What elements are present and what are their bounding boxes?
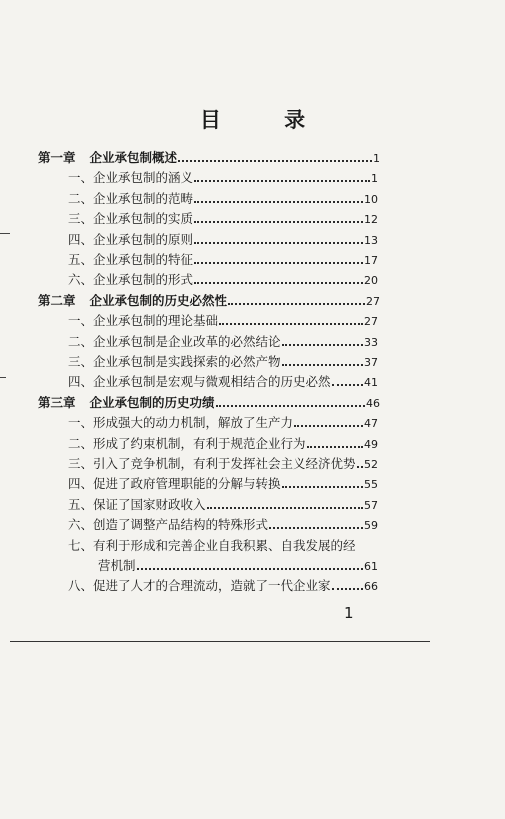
section-number: 二、	[68, 436, 94, 451]
toc-section-row	[68, 536, 378, 556]
section-title: 企业承包制是企业改革的必然结论	[93, 334, 281, 349]
toc-page-number: 61	[364, 560, 378, 573]
dot-leader	[307, 446, 363, 448]
dot-leader	[194, 201, 363, 203]
toc-page-number: 66	[364, 580, 378, 593]
toc-section-row	[68, 576, 378, 596]
toc-page-number: 1	[371, 172, 378, 185]
toc-page-number: 12	[364, 213, 378, 226]
toc-page-number: 10	[364, 193, 378, 206]
section-title: 形成强大的动力机制，解放了生产力	[93, 415, 294, 430]
toc-section-row	[68, 413, 378, 433]
toc-page-number: 47	[364, 417, 378, 430]
section-number: 七、	[68, 538, 94, 553]
section-number: 六、	[68, 272, 94, 287]
dot-leader	[137, 568, 363, 570]
dot-leader	[194, 282, 363, 284]
toc-chapter-row	[38, 291, 380, 311]
toc-page-number: 17	[364, 254, 378, 267]
margin-mark	[0, 377, 6, 378]
section-number: 五、	[68, 252, 94, 267]
dot-leader	[219, 323, 363, 325]
dot-leader	[207, 507, 363, 509]
section-title: 企业承包制的形式	[93, 272, 194, 287]
section-title: 企业承包制的涵义	[93, 170, 194, 185]
section-number: 四、	[68, 232, 94, 247]
dot-leader	[194, 262, 363, 264]
section-title: 企业承包制的实质	[93, 211, 194, 226]
toc-section-row	[68, 189, 378, 209]
section-number: 一、	[68, 170, 94, 185]
section-number: 二、	[68, 191, 94, 206]
toc-title: 目 录	[199, 107, 334, 132]
section-title: 促进了人才的合理流动，造就了一代企业家	[93, 578, 331, 593]
toc-chapter-row	[38, 393, 380, 413]
toc-page-number: 49	[364, 438, 378, 451]
section-title: 企业承包制的范畴	[93, 191, 194, 206]
toc-page-number: 55	[364, 478, 378, 491]
section-title: 促进了政府管理职能的分解与转换	[93, 476, 281, 491]
toc-page-number: 27	[366, 295, 380, 308]
toc-section-row	[68, 332, 378, 352]
section-title: 企业承包制的原则	[93, 232, 194, 247]
dot-leader	[332, 588, 363, 590]
dot-leader	[216, 405, 365, 407]
section-title: 企业承包制的特征	[93, 252, 194, 267]
section-number: 一、	[68, 313, 94, 328]
toc-section-row	[68, 270, 378, 290]
dot-leader	[282, 344, 363, 346]
dot-leader	[357, 466, 363, 468]
dot-leader	[228, 303, 365, 305]
toc-page-number: 1	[373, 152, 380, 165]
section-number: 一、	[68, 415, 94, 430]
toc-section-row	[68, 454, 378, 474]
section-number: 八、	[68, 578, 94, 593]
section-number: 二、	[68, 334, 94, 349]
section-title: 企业承包制是实践探索的必然产物	[93, 354, 281, 369]
toc-page-number: 20	[364, 274, 378, 287]
toc-page-number: 52	[364, 458, 378, 471]
toc-section-row	[68, 230, 378, 250]
toc-page-number: 41	[364, 376, 378, 389]
dot-leader	[194, 180, 370, 182]
toc-section-row	[68, 311, 378, 331]
section-number: 四、	[68, 476, 94, 491]
chapter-title: 企业承包制的历史必然性	[89, 293, 228, 308]
toc-page-number: 46	[366, 397, 380, 410]
section-title: 引入了竞争机制，有利于发挥社会主义经济优势	[93, 456, 356, 471]
section-title: 营机制	[98, 558, 136, 573]
section-number: 三、	[68, 211, 94, 226]
section-number: 六、	[68, 517, 94, 532]
section-title: 有利于形成和完善企业自我积累、自我发展的经	[93, 538, 356, 553]
section-number: 三、	[68, 354, 94, 369]
toc-page-number: 37	[364, 356, 378, 369]
dot-leader	[178, 160, 372, 162]
toc-section-row	[98, 556, 378, 576]
chapter-title: 企业承包制概述	[89, 150, 178, 165]
section-title: 创造了调整产品结构的特殊形式	[93, 517, 269, 532]
dot-leader	[294, 425, 363, 427]
section-title: 保证了国家财政收入	[93, 497, 206, 512]
section-title: 企业承包制是宏观与微观相结合的历史必然	[93, 374, 331, 389]
toc-chapter-row	[38, 148, 380, 168]
section-number: 五、	[68, 497, 94, 512]
toc-section-row	[68, 209, 378, 229]
chapter-label: 第三章	[38, 395, 76, 410]
section-title: 企业承包制的理论基础	[93, 313, 219, 328]
dot-leader	[194, 242, 363, 244]
toc-section-row	[68, 372, 378, 392]
toc-page-number: 59	[364, 519, 378, 532]
dot-leader	[282, 364, 363, 366]
chapter-label: 第二章	[38, 293, 76, 308]
dot-leader	[194, 221, 363, 223]
section-number: 三、	[68, 456, 94, 471]
dot-leader	[332, 384, 363, 386]
toc-page-number: 57	[364, 499, 378, 512]
page-number: 1	[344, 604, 354, 622]
margin-mark	[0, 233, 10, 234]
toc-section-row	[68, 168, 378, 188]
toc-page-number: 13	[364, 234, 378, 247]
toc-section-row	[68, 474, 378, 494]
dot-leader	[282, 486, 363, 488]
section-number: 四、	[68, 374, 94, 389]
chapter-title: 企业承包制的历史功绩	[89, 395, 215, 410]
bottom-rule	[10, 641, 430, 642]
toc-section-row	[68, 495, 378, 515]
toc-section-row	[68, 250, 378, 270]
toc-page-number: 27	[364, 315, 378, 328]
dot-leader	[269, 527, 363, 529]
toc-section-row	[68, 515, 378, 535]
section-title: 形成了约束机制，有利于规范企业行为	[93, 436, 306, 451]
toc-section-row	[68, 434, 378, 454]
toc-section-row	[68, 352, 378, 372]
chapter-label: 第一章	[38, 150, 76, 165]
toc-page-number: 33	[364, 336, 378, 349]
